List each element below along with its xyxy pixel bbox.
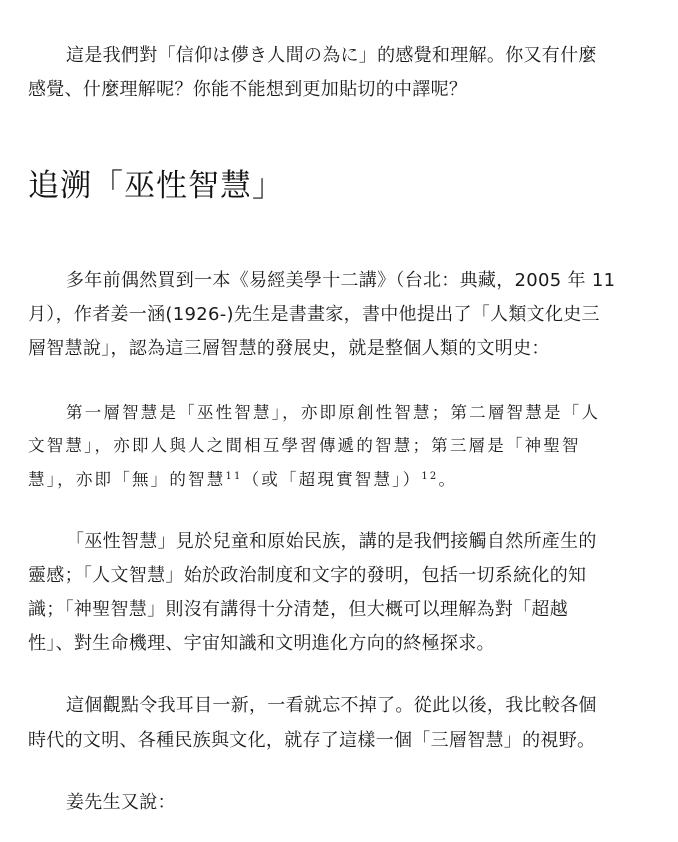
intro-line-1: 這是我們對「信仰は儚き人間の為に」的感覺和理解。你又有什麼 <box>66 45 597 66</box>
footnote-marker-11[interactable]: 11 <box>225 471 243 482</box>
footnote-marker-12[interactable]: 12 <box>421 471 439 482</box>
quote-line-1: 第一層智慧是「巫性智慧」，亦即原創性智慧；第二層智慧是「人 <box>66 403 601 422</box>
para2-line-2: 靈感；「人文智慧」始於政治制度和文字的發明，包括一切系統化的知 <box>28 565 587 586</box>
para1-line-3: 層智慧說」，認為這三層智慧的發展史，就是整個人類的文明史： <box>28 338 550 359</box>
quote-line-3 <box>28 468 457 492</box>
quote-line-3-text-c: 。 <box>438 470 458 489</box>
para1-line-1: 多年前偶然買到一本《易經美學十二講》（台北：典藏，2005 年 11 <box>66 270 616 291</box>
para2-line-1: 「巫性智慧」見於兒童和原始民族，講的是我們接觸自然所產生的 <box>66 531 597 552</box>
quote-line-3-text-b: （或「超現實智慧」） <box>242 470 422 489</box>
para1-line-2: 月），作者姜一涵(1926-)先生是書畫家，書中他提出了「人類文化史三 <box>28 304 600 325</box>
para3-line-1: 這個觀點令我耳目一新，一看就忘不掉了。從此以後，我比較各個 <box>66 695 597 716</box>
para2-line-3: 識；「神聖智慧」則沒有講得十分清楚，但大概可以理解為對「超越 <box>28 599 568 620</box>
para4-line-1: 姜先生又說： <box>66 792 176 813</box>
quote-line-2: 文智慧」，亦即人與人之間相互學習傳遞的智慧；第三層是「神聖智 <box>28 436 581 455</box>
section-heading: 追溯「巫性智慧」 <box>28 168 284 204</box>
para3-line-2: 時代的文明、各種民族與文化，就存了這樣一個「三層智慧」的視野。 <box>28 730 596 751</box>
intro-line-2: 感覺、什麼理解呢？你能不能想到更加貼切的中譯呢？ <box>28 79 468 100</box>
para2-line-4: 性」、對生命機理、宇宙知識和文明進化方向的終極探求。 <box>28 633 495 654</box>
quote-line-3-text-a: 慧」，亦即「無」的智慧 <box>28 470 226 489</box>
